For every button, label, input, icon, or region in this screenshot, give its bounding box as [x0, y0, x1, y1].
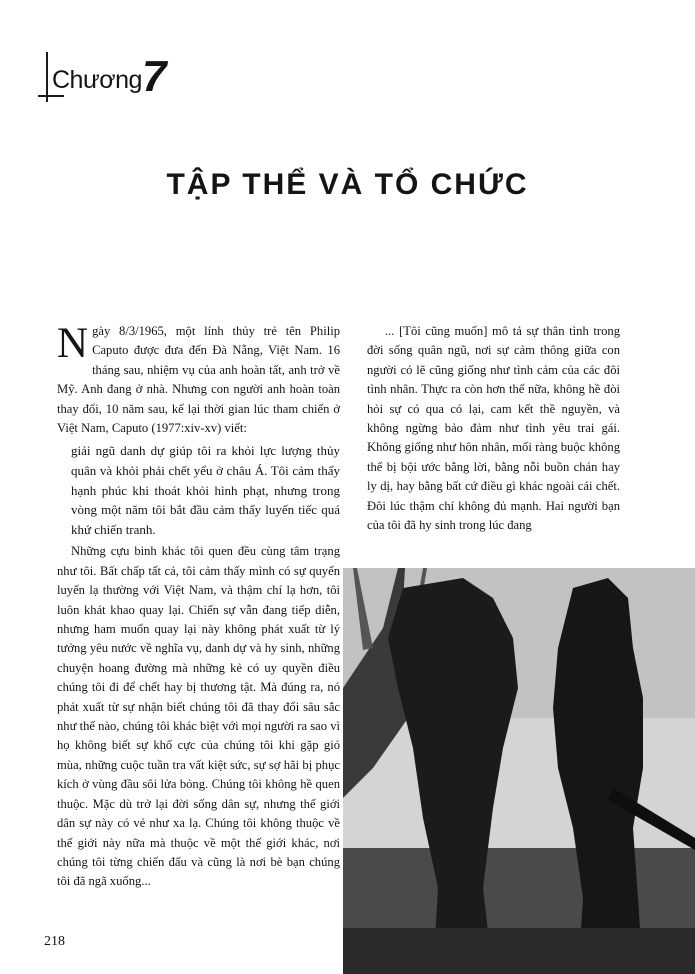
chapter-heading	[38, 52, 178, 110]
heading-horizontal-rule	[38, 95, 64, 97]
chapter-title: TẬP THỂ VÀ TỔ CHỨC	[166, 168, 529, 201]
drop-cap: N	[57, 320, 89, 367]
left-column	[57, 322, 340, 892]
right-column	[367, 322, 620, 535]
intro-paragraph	[57, 322, 340, 438]
right-quote-paragraph: ... [Tôi cũng muốn] mô tả sự thân tình trong đời sống quân ngũ, nơi sự cảm thông giữa con người có lẽ cũng giống như tình cảm của các đôi tình nhân. Thực ra còn hơn thế nữa, không hề đòi hỏi sự có qua có lại, cam kết thề nguyền, và không ngừng bảo đảm như tình yêu trai gái. Không giống như hôn nhân, mối ràng buộc không thể bị bội ước bằng lời, bằng nỗi buồn chán hay ly dị, hay bằng bất cứ điều gì khác ngoài cái chết. Đôi lúc thậm chí không đủ mạnh. Hai người bạn của tôi đã hy sinh trong lúc đang	[367, 324, 620, 533]
page-number: 218	[44, 934, 65, 949]
block-quote: giải ngũ danh dự giúp tôi ra khỏi lực lượng thủy quân và khỏi phải chết yểu ở châu Á. Tôi cảm thấy hạnh phúc khi thoát khỏi hình phạt, nhưng trong vòng một năm tôi bắt đầu cảm thấy luyến tiếc quá khứ chiến tranh.	[71, 443, 340, 537]
chapter-number: 7	[142, 52, 167, 101]
body-paragraph: Những cựu binh khác tôi quen đều cùng tâm trạng như tôi. Bất chấp tất cả, tôi cảm thấy mình có sự quyến luyến lạ thường với Việt Nam, và thậm chí lạ hơn, tôi luôn khát khao quay lại. Chiến sự vẫn đang tiếp diễn, nhưng ham muốn quay lại này không phát xuất từ lý tưởng yêu nước về nghĩa vụ, danh dự và hy sinh, những chuyện hoang đường mà những kẻ có uy quyền điều chúng tôi đi để chết hay bị thương tật. Mà đúng ra, nó phát xuất từ sự nhận biết chúng tôi đã thay đổi sâu sắc như thế nào, chúng tôi khác biệt với mọi người ra sao vì họ không biết sự khổ cực của chúng tôi khi gặp gió mùa, những cuộc tuần tra vất kiệt sức, sự sợ hãi bị phục kích ở vùng đầu sôi lửa bỏng. Chúng tôi không hề quen thuộc. Mặc dù trở lại đời sống dân sự, nhưng thế giới dân sự này có vẻ như xa lạ. Chúng tôi không thuộc về thế giới này nữa mà thuộc về một thế giới khác, nơi chúng tôi từng chiến đấu và cũng là nơi bè bạn chúng tôi đã ngã xuống...	[57, 544, 340, 889]
intro-text: gày 8/3/1965, một lính thủy trẻ tên Philip Caputo được đưa đến Đà Nẵng, Việt Nam. 16 tháng sau, nhiệm vụ của anh hoàn tất, anh trở về Mỹ. Anh đang ở nhà. Nhưng con người anh hoàn toàn thay đổi, 10 năm sau, kể lại thời gian lúc tham chiến ở Việt Nam, Caputo (1977:xiv-xv) viết:	[57, 324, 340, 436]
chapter-label: Chương	[52, 66, 142, 94]
soldiers-photo	[343, 568, 695, 974]
